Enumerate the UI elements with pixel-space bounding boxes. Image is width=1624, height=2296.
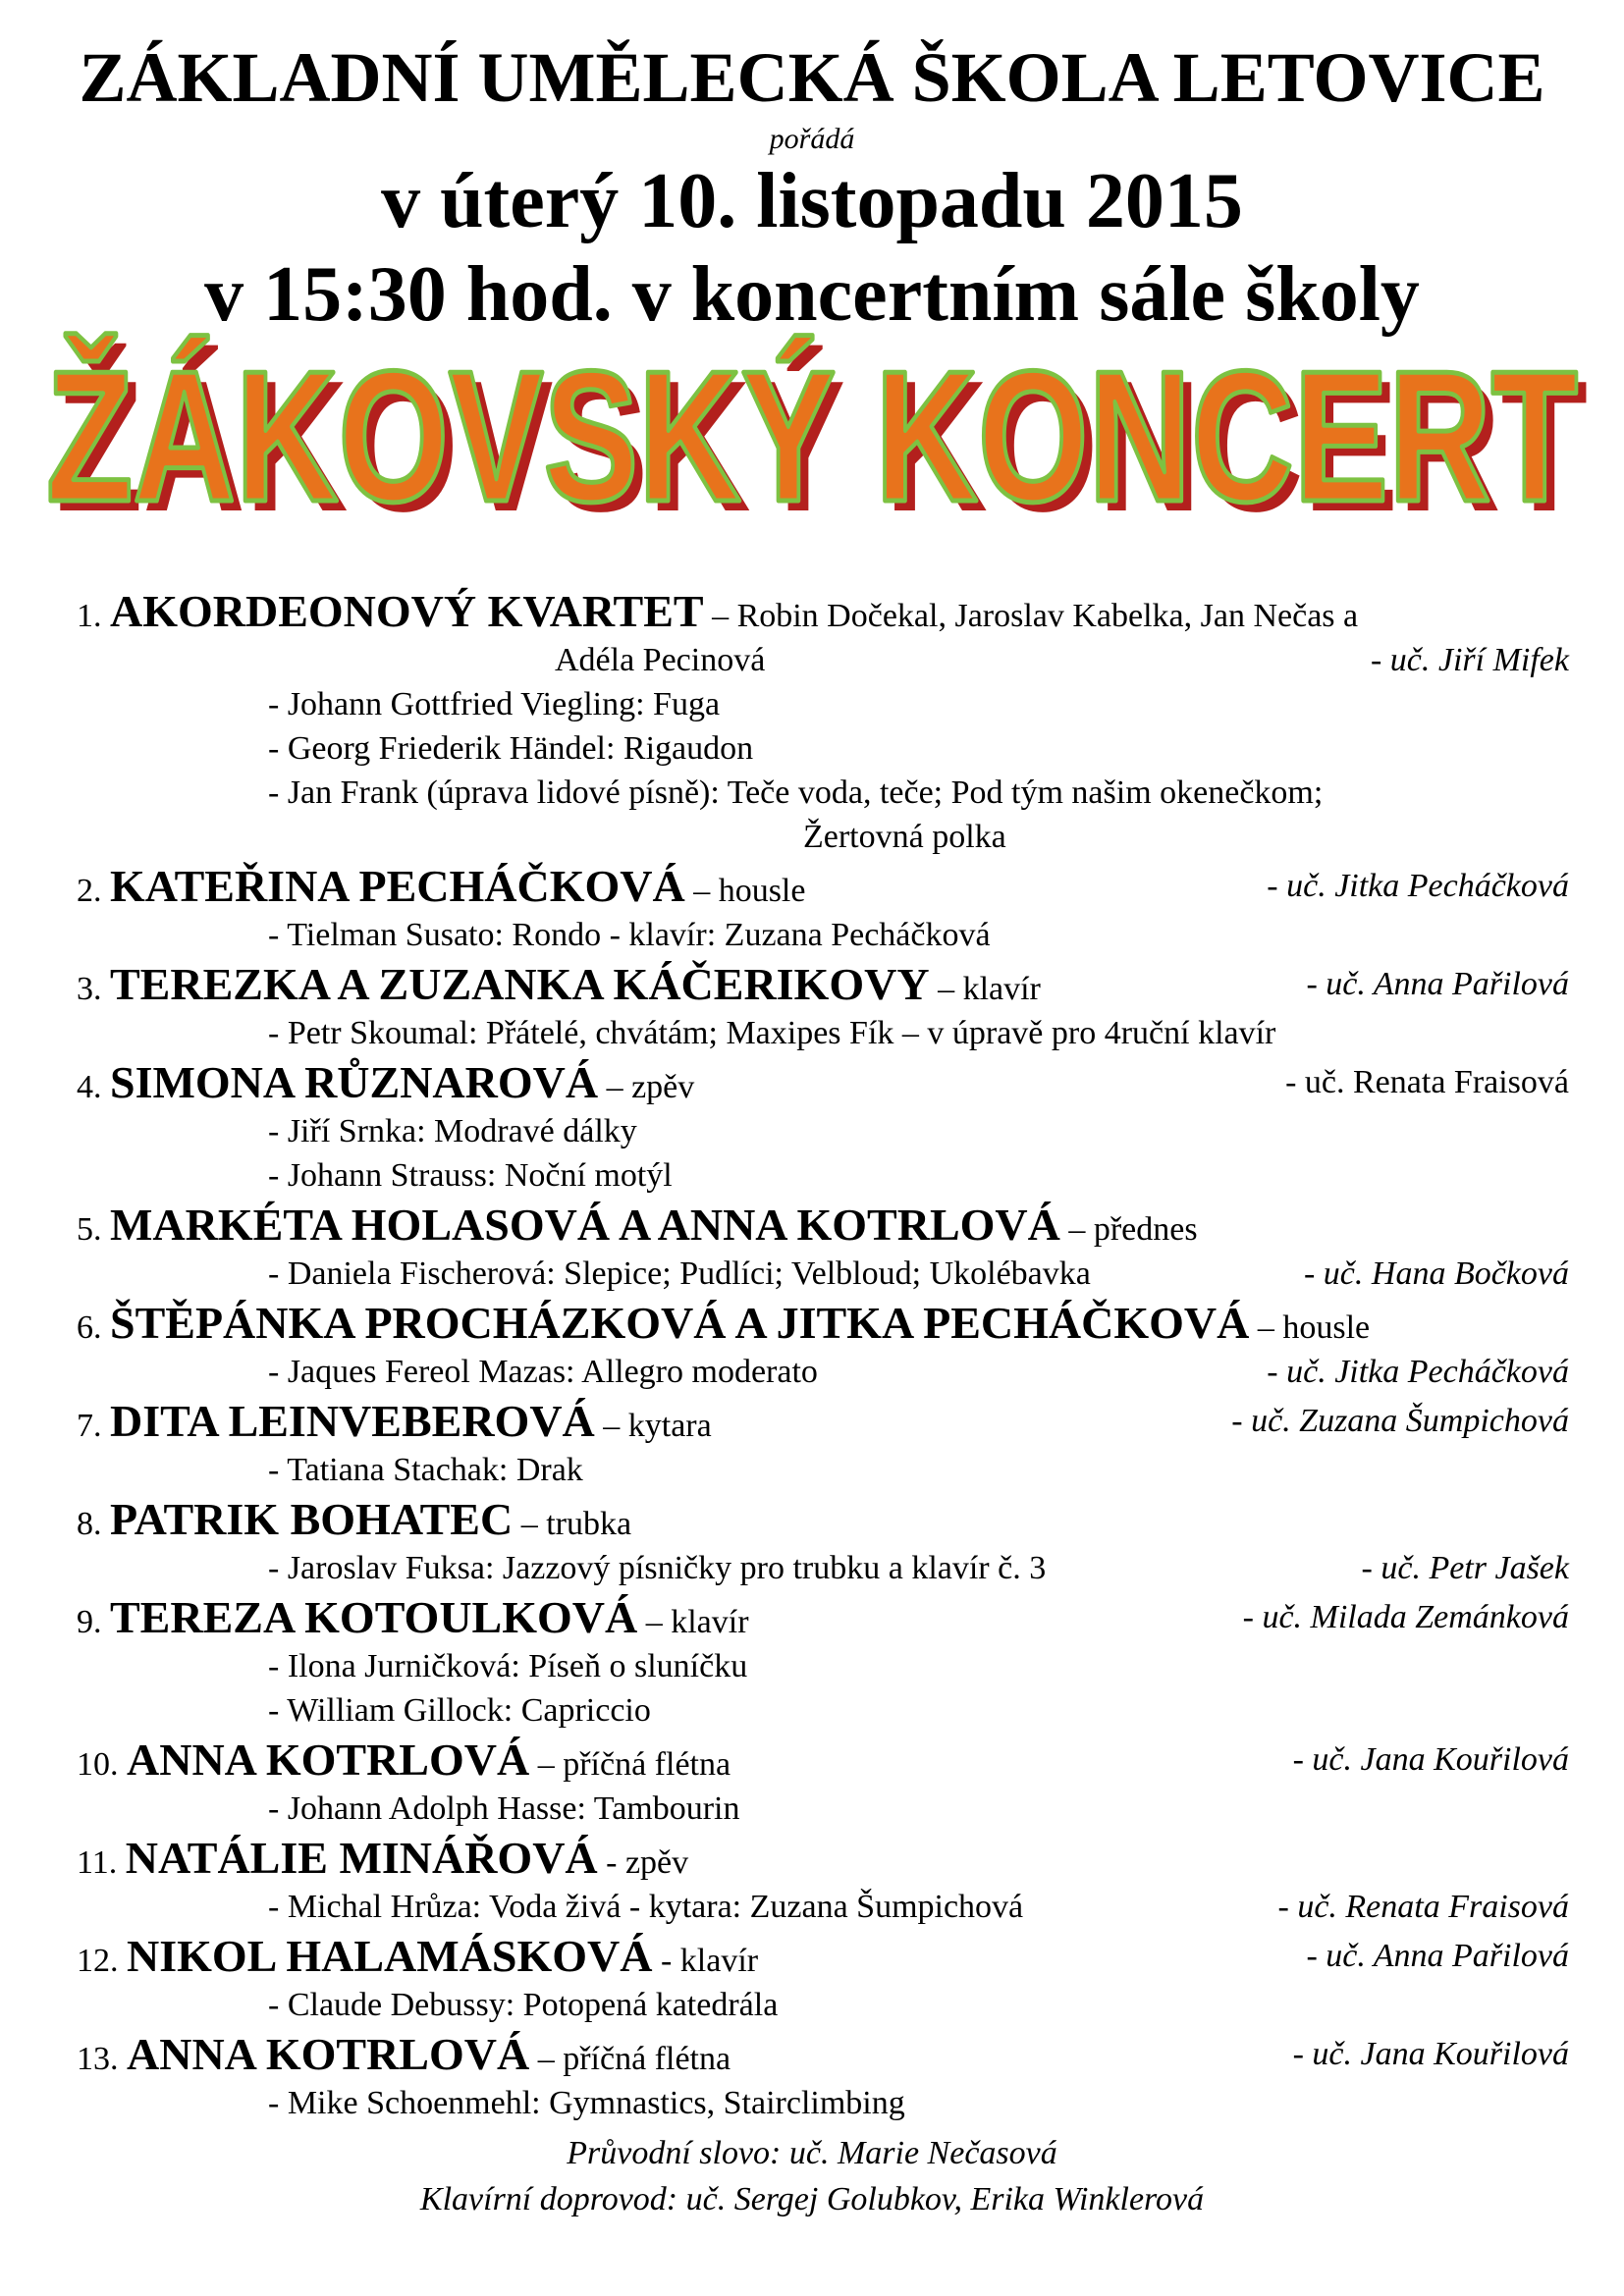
piece [77,2081,1569,2125]
dash-separator: – [929,971,963,1007]
program-item [77,2027,1569,2125]
banner-text: ŽÁKOVSKÝ KONCERT [46,333,1578,541]
piece [77,913,1569,957]
piece-text: - Johann Gottfried Viegling: Fuga [268,686,721,722]
piece-text: - Claude Debussy: Potopená katedrála [268,1987,779,2023]
piece-text: - Daniela Fischerová: Slepice; Pudlíci; Velbloud; Ukolébavka [268,1255,1091,1292]
teacher-name: - uč. Jitka Pecháčková [1267,1354,1569,1390]
concert-venue: v 15:30 hod. v koncertním sále školy [204,251,1420,338]
piece-text: - Jiří Srnka: Modravé dálky [268,1113,637,1149]
dash-separator: – [513,1506,547,1542]
program-item [77,1055,1569,1198]
teacher-name: - uč. Jana Kouřilová [1292,1741,1569,1778]
piece [77,1011,1569,1055]
program-item-heading [77,859,1569,913]
dash-separator: – [598,1069,632,1105]
program-item-heading [77,1929,1569,1983]
performer-continuation [77,638,1569,682]
dash-separator: – [1249,1309,1283,1346]
performer-name: SIMONA RŮZNAROVÁ [110,1057,599,1107]
instrument: zpěv [624,1844,689,1881]
item-number: 13. [77,2041,119,2077]
piece-text: - Petr Skoumal: Přátelé, chvátám; Maxipes Fík – v úpravě pro 4ruční klavír [268,1015,1276,1051]
teacher-name: - uč. Petr Jašek [1361,1550,1569,1586]
concert-title-banner [0,319,1624,574]
item-number: 7. [77,1408,102,1444]
teacher-name: - uč. Jitka Pecháčková [1267,868,1569,904]
performer-name: TEREZKA A ZUZANKA KÁČERIKOVY [110,959,930,1009]
performer-name: ŠTĚPÁNKA PROCHÁZKOVÁ A JITKA PECHÁČKOVÁ [110,1298,1250,1348]
performer-name: NATÁLIE MINÁŘOVÁ [125,1833,598,1883]
program-item-heading [77,584,1569,638]
piece-text: - Johann Strauss: Noční motýl [268,1157,673,1194]
piece [77,1787,1569,1831]
dash-separator: – [1059,1211,1094,1248]
piece-text: - Jan Frank (úprava lidové písně): Teče voda, teče; Pod tým našim okenečkom; [268,774,1324,811]
instrument: kytara [627,1408,712,1444]
program-item-heading [77,1055,1569,1109]
teacher-name: - uč. Anna Pařilová [1306,1938,1569,1974]
program-item [77,859,1569,957]
instrument: housle [718,873,806,909]
program-item [77,1590,1569,1733]
piece-text: - Michal Hrůza: Voda živá - kytara: Zuzana Šumpichová [268,1889,1024,1925]
accompaniment-credit: Klavírní doprovod: uč. Sergej Golubkov, Erika Winklerová [419,2181,1205,2217]
piece-text: - Jaroslav Fuksa: Jazzový písničky pro trubku a klavír č. 3 [268,1550,1047,1586]
instrument: příčná flétna [563,1746,731,1783]
teacher-name: - uč. Renata Fraisová [1277,1889,1569,1925]
instrument: klavír [679,1943,759,1979]
piece-text: - William Gillock: Capriccio [268,1692,651,1729]
program-item [77,1929,1569,2027]
instrument: housle [1282,1309,1371,1346]
program-item [77,957,1569,1055]
piece [77,1252,1569,1296]
item-number: 12. [77,1943,119,1979]
program-item-heading [77,1492,1569,1546]
piece [77,1644,1569,1688]
item-number: 2. [77,873,102,909]
piece [77,1688,1569,1733]
performer-name: AKORDEONOVÝ KVARTET [110,586,704,636]
dash-separator: – [684,873,719,909]
piece [77,682,1569,726]
instrument: klavír [962,971,1041,1007]
dash-separator: – [529,2041,564,2077]
item-number: 3. [77,971,102,1007]
teacher-name: - uč. Milada Zemánková [1242,1599,1569,1635]
teacher-name: - uč. Jana Kouřilová [1292,2036,1569,2072]
piece-text: - Tielman Susato: Rondo - klavír: Zuzana Pecháčková [268,917,991,953]
instrument: příčná flétna [563,2041,731,2077]
piece [77,1448,1569,1492]
piece-text: - Jaques Fereol Mazas: Allegro moderato [268,1354,818,1390]
item-number: 10. [77,1746,119,1783]
program-item-heading [77,1296,1569,1350]
presents-label: pořádá [769,123,855,155]
dash-separator: – [594,1408,628,1444]
school-name: ZÁKLADNÍ UMĚLECKÁ ŠKOLA LETOVICE [79,38,1545,117]
piece-text: Žertovná polka [803,819,1006,855]
teacher-name: - uč. Anna Pařilová [1306,966,1569,1002]
dash-separator: – [529,1746,564,1783]
instrument: zpěv [631,1069,695,1105]
item-number: 1. [77,598,102,634]
item-number: 8. [77,1506,102,1542]
concert-program [77,584,1569,2125]
instrument: Robin Dočekal, Jaroslav Kabelka, Jan Nečas a [736,598,1359,634]
item-number: 6. [77,1309,102,1346]
piece [77,1983,1569,2027]
performer-name: NIKOL HALAMÁSKOVÁ [127,1931,653,1981]
program-item [77,584,1569,859]
teacher-name: - uč. Renata Fraisová [1285,1064,1569,1100]
piece [77,1885,1569,1929]
piece-text: - Johann Adolph Hasse: Tambourin [268,1790,740,1827]
program-item [77,1394,1569,1492]
piece [77,1546,1569,1590]
program-item-heading [77,1394,1569,1448]
teacher-name: - uč. Hana Bočková [1303,1255,1569,1292]
dash-separator: - [597,1844,625,1881]
concert-date: v úterý 10. listopadu 2015 [381,158,1243,244]
program-item [77,1198,1569,1296]
item-number: 5. [77,1211,102,1248]
piece-text: - Mike Schoenmehl: Gymnastics, Stairclimbing [268,2085,905,2121]
piece [77,1109,1569,1153]
teacher-name: - uč. Zuzana Šumpichová [1231,1403,1569,1439]
program-item-heading [77,2027,1569,2081]
teacher-name: - uč. Jiří Mifek [1370,642,1569,678]
program-item [77,1492,1569,1590]
item-number: 11. [77,1844,118,1881]
program-item-heading [77,957,1569,1011]
program-item [77,1733,1569,1831]
program-item-heading [77,1831,1569,1885]
continuation-text: Adéla Pecinová [555,642,766,678]
performer-name: ANNA KOTRLOVÁ [127,2029,530,2079]
instrument: klavír [671,1604,749,1640]
piece-text: - Ilona Jurničková: Píseň o sluníčku [268,1648,748,1684]
dash-separator: – [637,1604,672,1640]
piece [77,815,1569,859]
piece [77,726,1569,771]
performer-name: TEREZA KOTOULKOVÁ [110,1592,638,1642]
piece-text: - Tatiana Stachak: Drak [268,1452,583,1488]
program-item [77,1296,1569,1394]
footer [0,2130,1624,2222]
piece-text: - Georg Friederik Händel: Rigaudon [268,730,754,767]
item-number: 9. [77,1604,102,1640]
dash-separator: - [652,1943,680,1979]
instrument: přednes [1093,1211,1198,1248]
piece [77,1350,1569,1394]
program-item-heading [77,1590,1569,1644]
performer-name: PATRIK BOHATEC [110,1494,514,1544]
performer-name: MARKÉTA HOLASOVÁ A ANNA KOTRLOVÁ [110,1200,1060,1250]
piece [77,1153,1569,1198]
performer-name: ANNA KOTRLOVÁ [127,1735,530,1785]
instrument: trubka [546,1506,632,1542]
banner-shadow: ŽÁKOVSKÝ KONCERT [56,343,1588,551]
program-item [77,1831,1569,1929]
program-item-heading [77,1733,1569,1787]
piece [77,771,1569,815]
item-number: 4. [77,1069,102,1105]
performer-name: KATEŘINA PECHÁČKOVÁ [110,861,685,911]
performer-name: DITA LEINVEBEROVÁ [110,1396,595,1446]
program-item-heading [77,1198,1569,1252]
dash-separator: – [703,598,737,634]
host-credit: Průvodní slovo: uč. Marie Nečasová [567,2135,1057,2171]
